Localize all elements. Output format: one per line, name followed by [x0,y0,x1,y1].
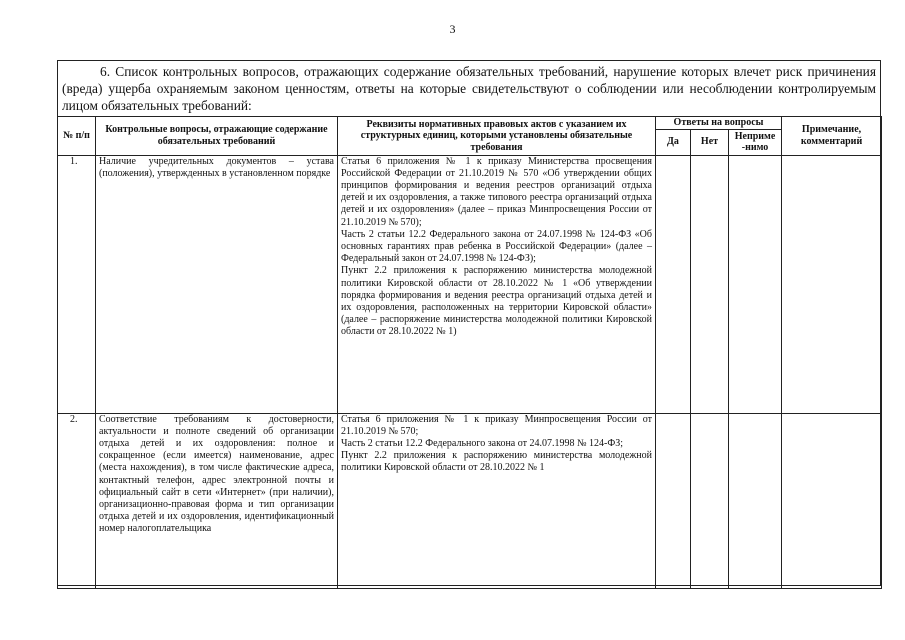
row-num: 2. [58,413,96,588]
table-row [58,155,882,413]
table-row [58,413,882,588]
section-intro-text: 6. Список контрольных вопросов, отражающих содержание обязательных требований, нарушение которых влечет риск причинения (вреда) ущерба охраняемым законом ценностям, ответы на которые свидетельствуют о соблюдении или несоблюдении контролируемым лицом обязательных требований: [62,64,876,113]
answer-yes-cell[interactable] [656,413,691,588]
answer-no-cell[interactable] [691,155,729,413]
checklist-table [57,116,882,589]
act-reference: Статья 6 приложения № 1 к приказу Министерства просвещения Российской Федерации от 21.10.2019 № 570 «Об утверждении общих принципов формирования и ведения реестров организаций отдыха детей и их оздоровления, а также типового реестра организаций отдыха детей и их оздоровления» (далее – приказ Минпросвещения России от 21.10.2019 № 570); [341,155,652,228]
document-frame [57,60,881,586]
header-acts: Реквизиты нормативных правовых актов с указанием их структурных единиц, которыми установлены обязательные требования [338,117,656,156]
row-acts [338,155,656,413]
row-num: 1. [58,155,96,413]
act-reference: Пункт 2.2 приложения к распоряжению министерства молодежной политики Кировской области от 28.10.2022 № 1 «Об утверждении порядка формирования и ведения реестра организаций отдыха детей и их оздоровления, расположенных на территории Кировской области» (далее – распоряжение министерства молодежной политики Кировской области от 28.10.2022 № 1) [341,265,652,338]
answer-yes-cell[interactable] [656,155,691,413]
note-cell[interactable] [782,413,882,588]
row-question: Соответствие требованиям к достоверности, актуальности и полноте сведений об организации отдыха детей и их оздоровления: полное и сокращенное (если имеется) наименование, адрес (места нахождения), в том числе фактические адреса, контактный телефон, адрес электронной почты и официальный сайт в сети «Интернет» (при наличии), организационно-правовая форма и тип организации отдыха детей и их оздоровления, идентификационный номер налогоплательщика [96,413,338,588]
header-num: № п/п [58,117,96,156]
answer-no-cell[interactable] [691,413,729,588]
header-note: Примечание, комментарий [782,117,882,156]
header-question: Контрольные вопросы, отражающие содержание обязательных требований [96,117,338,156]
header-na: Неприме -нимо [729,129,782,155]
header-answers: Ответы на вопросы [656,117,782,130]
header-no: Нет [691,129,729,155]
act-reference: Часть 2 статьи 12.2 Федерального закона от 24.07.1998 № 124-ФЗ «Об основных гарантиях прав ребенка в Российской Федерации» (далее – Федеральный закон от 24.07.1998 № 124-ФЗ); [341,228,652,265]
row-acts [338,413,656,588]
answer-na-cell[interactable] [729,413,782,588]
section-intro [58,61,880,116]
page-number: 3 [449,22,456,36]
note-cell[interactable] [782,155,882,413]
row-question: Наличие учредительных документов – устава (положения), утвержденных в установленном порядке [96,155,338,413]
answer-na-cell[interactable] [729,155,782,413]
header-yes: Да [656,129,691,155]
act-reference: Статья 6 приложения № 1 к приказу Минпросвещения России от 21.10.2019 № 570; [341,413,652,437]
act-reference: Часть 2 статьи 12.2 Федерального закона от 24.07.1998 № 124-ФЗ; [341,437,624,449]
act-reference: Пункт 2.2 приложения к распоряжению министерства молодежной политики Кировской области от 28.10.2022 № 1 [341,450,652,474]
